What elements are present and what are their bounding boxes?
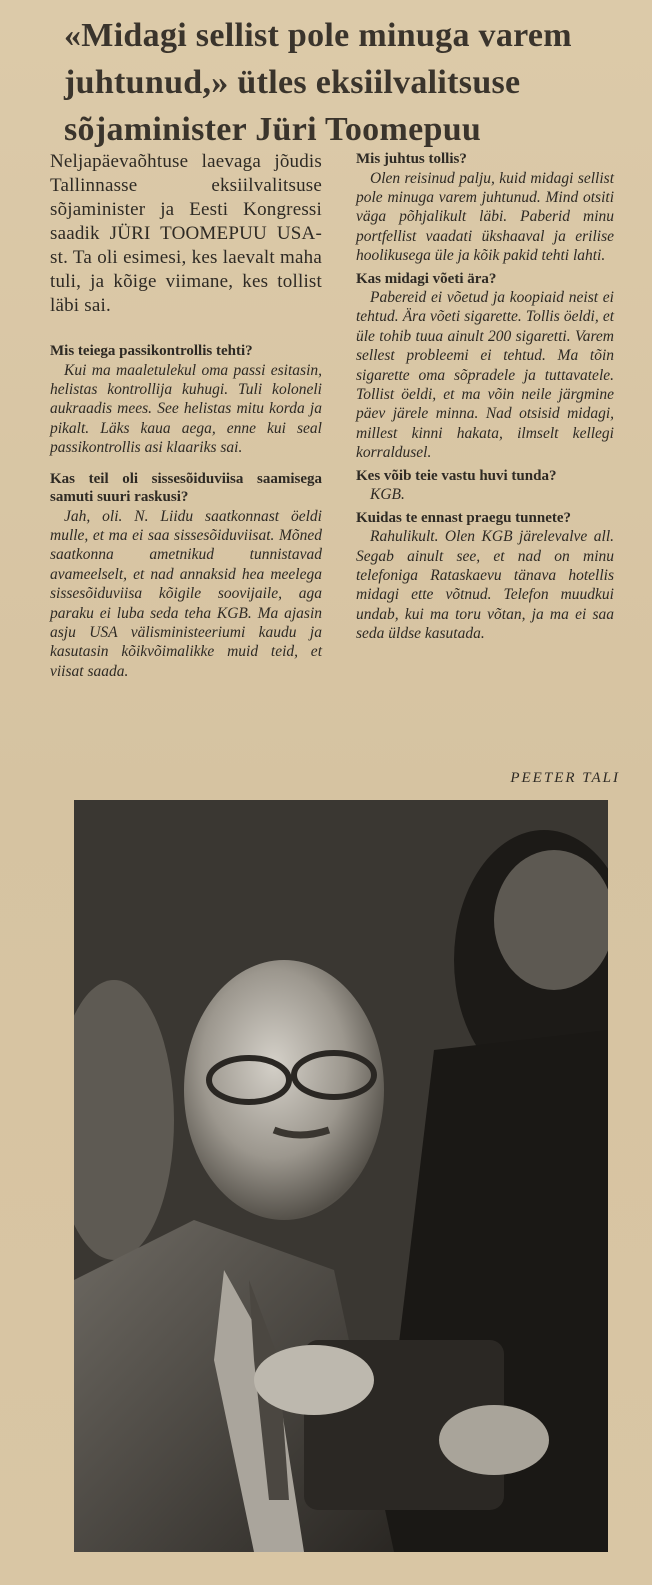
article-column-right <box>356 150 614 648</box>
headline <box>64 12 604 153</box>
question-5: Kes võib teie vastu huvi tunda? <box>356 467 557 484</box>
portrait-photo-illustration <box>74 800 608 1552</box>
lead-paragraph: Neljapäevaõhtuse laevaga jõudis Tallinnasse eksiilvalitsuse sõjaminister ja Eesti Kongressi saadik JÜRI TOOMEPUU USA-st. Ta oli esimesi, kes laevalt maha tuli, ja kõige viimane, kes tollist läbi sai. <box>50 151 322 316</box>
headline-line-2: juhtunud,» ütles eksiilvalitsuse <box>64 64 521 101</box>
answer-2: Jah, oli. N. Liidu saatkonnast öeldi mulle, et ma ei saa sissesõiduviisat. Mõned saatkonna ametnikud tunnistavad avameelselt, et nad annaksid hea meelega sissesõiduviisa kõigile soovijaile, aga paraku ei luba seda teha KGB. Ma ajasin asju USA välisministeeriumi kaudu ja kasutasin kõikvõimalikke muid teid, et viisat saada. <box>50 507 322 680</box>
answer-5: KGB. <box>370 486 405 504</box>
answer-6: Rahulikult. Olen KGB järelevalve all. Segab ainult see, et nad on minu telefoniga Rataskaevu tänava hotellis midagi ette võtnud. Telefon muudkui undab, kui ma toru võtan, ja ma ei saa seda üldse kasutada. <box>356 528 614 643</box>
answer-3: Olen reisinud palju, kuid midagi sellist pole minuga varem juhtunud. Mind otsiti väga põhjalikult läbi. Paberid minu portfellist vaadati ükshaaval ja erilise hoolikusega üle ja kõik pakid tehti lahti. <box>356 169 614 265</box>
answer-4: Pabereid ei võetud ja koopiaid neist ei tehtud. Ära võeti sigarette. Tollis öeldi, et üle tohib tuua ainult 200 sigaretti. Varem sellest probleemi ei tehtud. Ma tõin sigarette oma sõpradele ja tuttavatele. Tollist öeldi, et ma võin neile järgmine päev järele minna. Nad otsisid midagi, millest kinni hakata, ilmselt kellegi korraldusel. <box>356 289 614 462</box>
question-2: Kas teil oli sissesõiduviisa saamisega samuti suuri raskusi? <box>50 470 322 506</box>
question-6: Kuidas te ennast praegu tunnete? <box>356 509 572 526</box>
answer-1: Kui ma maaletulekul oma passi esitasin, helistas kontrollija kuhugi. Tuli koloneli aukraadis mees. See helistas mitu korda ja pikalt. Läks kaua aega, enne kui seal passikontrollis asi klaariks sai. <box>50 361 322 457</box>
question-1: Mis teiega passikontrollis tehti? <box>50 343 253 359</box>
question-4: Kas midagi võeti ära? <box>356 270 497 287</box>
byline: PEETER TALI <box>510 770 620 786</box>
article-column-left <box>50 150 322 693</box>
headline-line-3: sõjaminister Jüri Toomepuu <box>64 111 482 148</box>
portrait-photo <box>74 800 608 1552</box>
question-3: Mis juhtus tollis? <box>356 151 467 167</box>
headline-line-1: «Midagi sellist pole minuga varem <box>64 17 572 54</box>
